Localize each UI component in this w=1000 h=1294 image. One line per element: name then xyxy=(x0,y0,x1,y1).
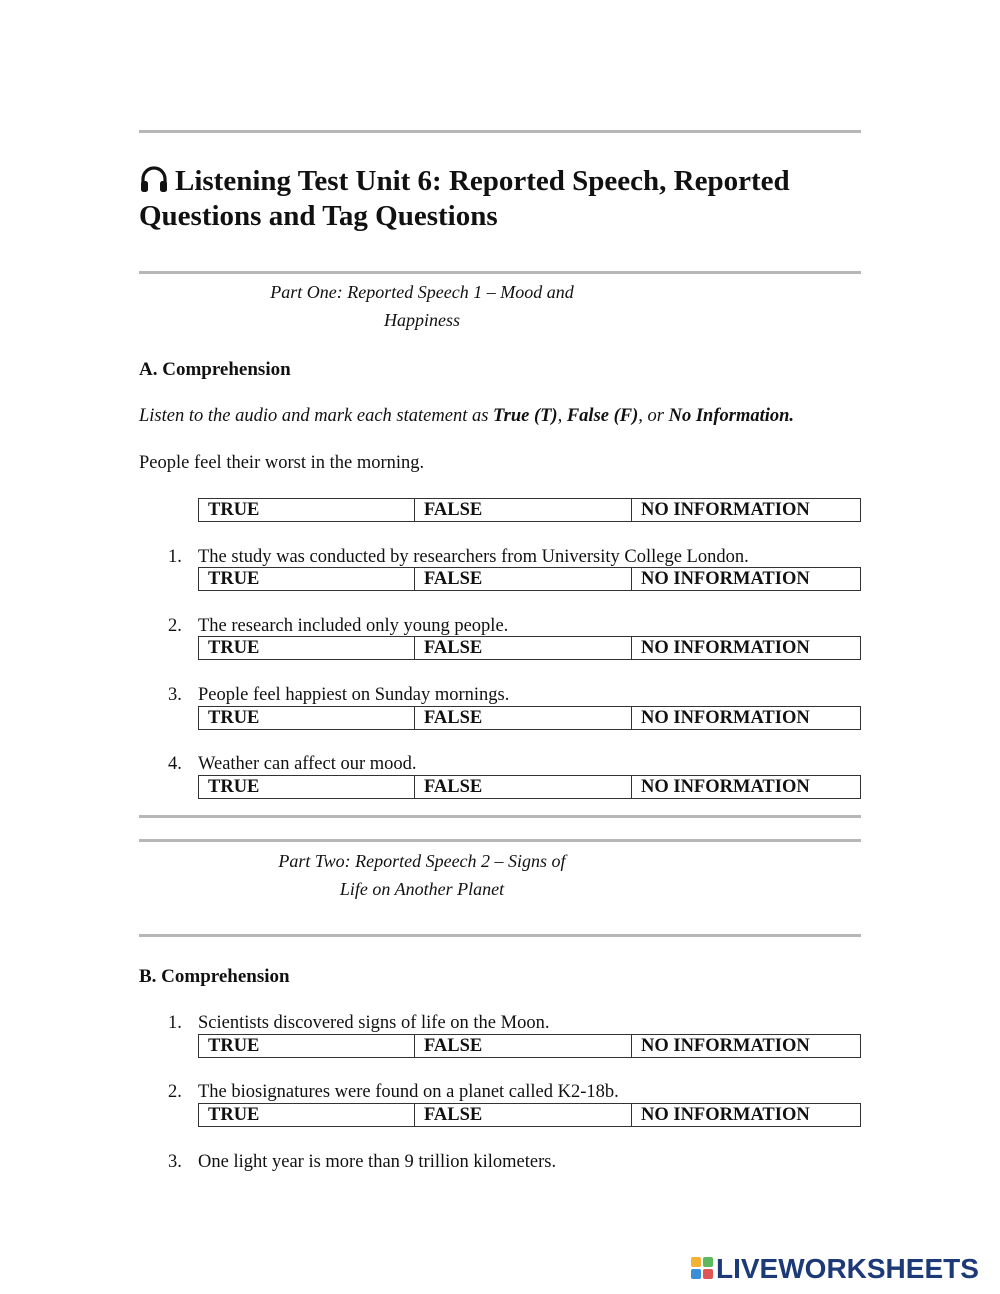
option-true[interactable]: TRUE xyxy=(199,1104,415,1127)
instr-prefix: Listen to the audio and mark each statement as xyxy=(139,406,494,426)
option-false[interactable]: FALSE xyxy=(415,568,632,591)
option-true[interactable]: TRUE xyxy=(199,568,415,591)
question-options xyxy=(198,1103,861,1127)
option-false[interactable]: FALSE xyxy=(415,1104,632,1127)
question-text: People feel happiest on Sunday mornings. xyxy=(198,685,510,705)
question-number: 1. xyxy=(168,1013,182,1033)
option-true[interactable]: TRUE xyxy=(199,1035,415,1058)
option-true[interactable]: TRUE xyxy=(199,776,415,799)
part-two-heading xyxy=(139,847,705,903)
question-number: 4. xyxy=(168,754,182,774)
section-a-heading: A. Comprehension xyxy=(139,359,291,380)
option-false[interactable]: FALSE xyxy=(415,707,632,730)
option-no-information[interactable]: NO INFORMATION xyxy=(632,1035,861,1058)
example-options xyxy=(198,498,861,522)
part-one-heading xyxy=(139,278,705,334)
instr-false: False (F) xyxy=(566,406,639,426)
part-two-line1: Part Two: Reported Speech 2 – Signs of xyxy=(278,851,566,871)
option-false[interactable]: FALSE xyxy=(415,776,632,799)
instr-noinfo: No Information. xyxy=(668,406,795,426)
question-options xyxy=(198,775,861,799)
instr-sep1: , xyxy=(557,406,567,426)
option-no-information[interactable]: NO INFORMATION xyxy=(632,1104,861,1127)
part-one-line1: Part One: Reported Speech 1 – Mood and xyxy=(270,282,574,302)
section-b-heading: B. Comprehension xyxy=(139,966,290,987)
option-true[interactable]: TRUE xyxy=(199,707,415,730)
option-no-information[interactable]: NO INFORMATION xyxy=(632,568,861,591)
question-text: One light year is more than 9 trillion kilometers. xyxy=(198,1152,557,1172)
title-divider xyxy=(139,271,861,274)
option-no-information[interactable]: NO INFORMATION xyxy=(632,499,861,522)
question-text: Scientists discovered signs of life on the Moon. xyxy=(198,1013,550,1033)
top-divider xyxy=(139,130,861,133)
question-options xyxy=(198,636,861,660)
question-text: The biosignatures were found on a planet called K2-18b. xyxy=(198,1082,619,1102)
option-no-information[interactable]: NO INFORMATION xyxy=(632,637,861,660)
liveworksheets-mark-icon xyxy=(690,1256,714,1280)
page-title-text: Listening Test Unit 6: Reported Speech, Reported Questions and Tag Questions xyxy=(139,165,790,232)
question-number: 2. xyxy=(168,616,182,636)
question-text: Weather can affect our mood. xyxy=(198,754,417,774)
question-text: The study was conducted by researchers from University College London. xyxy=(198,547,749,567)
option-false[interactable]: FALSE xyxy=(415,637,632,660)
instr-sep2: , or xyxy=(638,406,669,426)
page-title xyxy=(139,164,859,234)
option-false[interactable]: FALSE xyxy=(415,1035,632,1058)
instr-true: True (T) xyxy=(493,406,558,426)
brand-name: LIVEWORKSHEETS xyxy=(716,1253,979,1284)
question-options xyxy=(198,1034,861,1058)
part-two-line2: Life on Another Planet xyxy=(339,879,505,899)
headphones-icon xyxy=(139,164,169,194)
part-one-line2: Happiness xyxy=(384,310,460,330)
section-divider xyxy=(139,934,861,937)
question-number: 2. xyxy=(168,1082,182,1102)
option-no-information[interactable]: NO INFORMATION xyxy=(632,776,861,799)
option-true[interactable]: TRUE xyxy=(199,499,415,522)
question-options xyxy=(198,567,861,591)
question-options xyxy=(198,706,861,730)
option-true[interactable]: TRUE xyxy=(199,637,415,660)
option-no-information[interactable]: NO INFORMATION xyxy=(632,707,861,730)
question-number: 3. xyxy=(168,1152,182,1172)
liveworksheets-logo xyxy=(690,1254,979,1284)
question-number: 3. xyxy=(168,685,182,705)
section-divider xyxy=(139,839,861,842)
section-divider xyxy=(139,815,861,818)
example-statement: People feel their worst in the morning. xyxy=(139,453,425,473)
option-false[interactable]: FALSE xyxy=(415,499,632,522)
question-text: The research included only young people. xyxy=(198,616,509,636)
question-number: 1. xyxy=(168,547,182,567)
instructions xyxy=(139,404,794,428)
